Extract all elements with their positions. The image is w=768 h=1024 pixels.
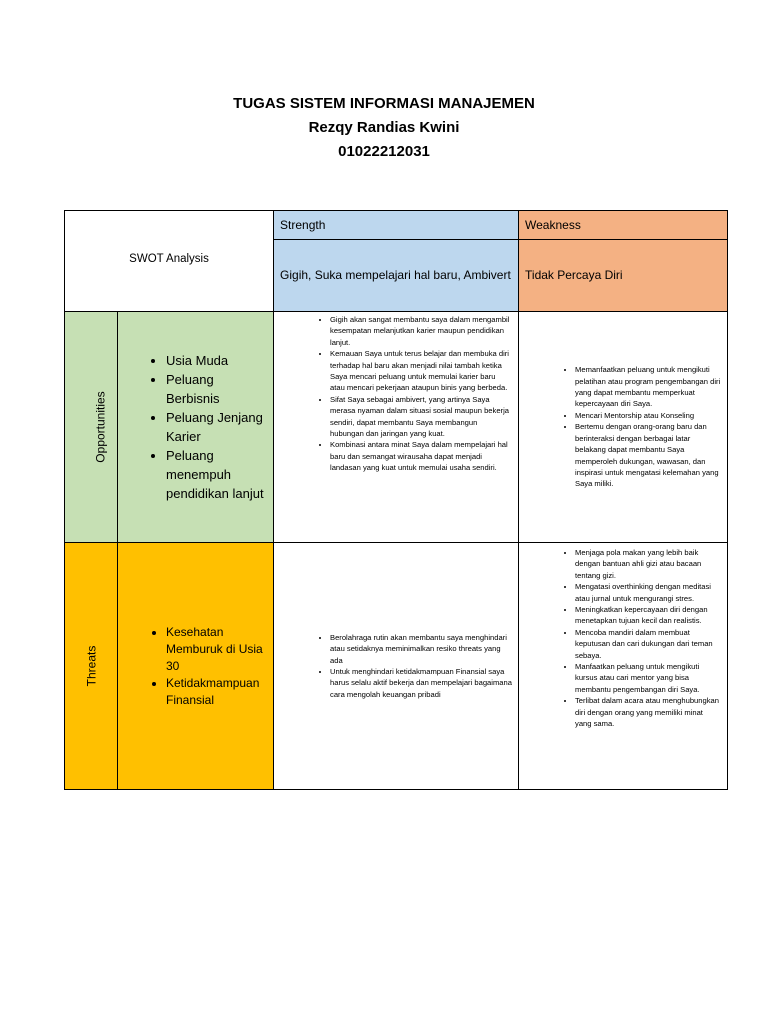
list-item: • Memanfaatkan peluang untuk mengikuti pelatihan atau program pengembangan diri yang dapat membantu memperkuat kepercayaan diri Saya. [575, 364, 721, 410]
list-item: • Kombinasi antara minat Saya dalam mempelajari hal baru dan semangat wirausaha dapat menjadi landasan yang kuat untuk memulai usaha sendiri. [330, 439, 512, 473]
swot-table [64, 210, 728, 790]
threats-label: Threats [84, 645, 98, 687]
so-strategy-list [274, 314, 518, 474]
list-item: • Ketidakmampuan Finansial [166, 675, 265, 709]
list-item: • Kesehatan Memburuk di Usia 30 [166, 624, 265, 675]
opportunities-list [118, 351, 273, 503]
list-item: • Usia Muda [166, 351, 265, 370]
wo-strategy-cell [519, 312, 728, 543]
list-item: • Peluang Berbisnis [166, 370, 265, 408]
opportunities-label-cell [65, 312, 118, 543]
document-header [0, 92, 768, 164]
threats-list [118, 624, 273, 709]
document-title: TUGAS SISTEM INFORMASI MANAJEMEN [233, 95, 535, 112]
list-item: • Untuk menghindari ketidakmampuan Finansial saya harus selalu aktif bekerja dan mempelajari bagaimana cara mengolah keuangan pribadi [330, 666, 512, 700]
list-item: • Bertemu dengan orang-orang baru dan berinteraksi dengan berbagai latar belakang dapat membantu Saya memperoleh dukungan, wawasan, dan inspirasi untuk mengatasi kelemahan yang Saya miliki. [575, 421, 721, 489]
wo-strategy-list [519, 364, 727, 489]
strength-value: Gigih, Suka mempelajari hal baru, Ambivert [274, 240, 519, 312]
list-item: • Sifat Saya sebagai ambivert, yang artinya Saya merasa nyaman dalam situasi sosial maupun bekerja sendiri, dapat membantu Saya membangun hubungan dan jaringan yang kuat. [330, 394, 512, 440]
threats-label-cell [65, 543, 118, 790]
list-item: • Mengatasi overthinking dengan meditasi atau jurnal untuk mengurangi stres. [575, 581, 721, 604]
weakness-value: Tidak Percaya Diri [519, 240, 728, 312]
list-item: • Peluang Jenjang Karier [166, 408, 265, 446]
so-strategy-cell [274, 312, 519, 543]
opportunities-factors-cell [118, 312, 274, 543]
wt-strategy-list [519, 547, 727, 730]
student-id: 01022212031 [338, 143, 430, 160]
st-strategy-list [274, 632, 518, 700]
list-item: • Meningkatkan kepercayaan diri dengan menetapkan tujuan kecil dan realistis. [575, 604, 721, 627]
list-item: • Peluang menempuh pendidikan lanjut [166, 446, 265, 503]
list-item: • Gigih akan sangat membantu saya dalam mengambil kesempatan melanjutkan karier maupun pendidikan lanjut. [330, 314, 512, 348]
strength-heading: Strength [274, 211, 519, 240]
list-item: • Berolahraga rutin akan membantu saya menghindari atau setidaknya meminimalkan resiko threats yang ada [330, 632, 512, 666]
list-item: • Kemauan Saya untuk terus belajar dan membuka diri terhadap hal baru akan menjadi nilai tambah ketika Saya mencari peluang untuk memulai karier baru atau mencari pekerjaan ataupun binis yang berbeda. [330, 348, 512, 394]
list-item: • Menjaga pola makan yang lebih baik dengan bantuan ahli gizi atau bacaan tentang gizi. [575, 547, 721, 581]
wt-strategy-cell [519, 543, 728, 790]
swot-analysis-label: SWOT Analysis [129, 253, 209, 265]
st-strategy-cell [274, 543, 519, 790]
list-item: • Manfaatkan peluang untuk mengikuti kursus atau cari mentor yang bisa membantu pengembangan diri Saya. [575, 661, 721, 695]
author-name: Rezqy Randias Kwini [308, 119, 460, 136]
list-item: • Terlibat dalam acara atau menghubungkan diri dengan orang yang memiliki minat yang sama. [575, 695, 721, 729]
list-item: • Mencoba mandiri dalam membuat keputusan dan cari dukungan dari teman sebaya. [575, 627, 721, 661]
swot-corner-cell [65, 211, 274, 312]
list-item: • Mencari Mentorship atau Konseling [575, 410, 721, 421]
weakness-heading: Weakness [519, 211, 728, 240]
opportunities-label: Opportunities [93, 391, 108, 463]
threats-factors-cell [118, 543, 274, 790]
